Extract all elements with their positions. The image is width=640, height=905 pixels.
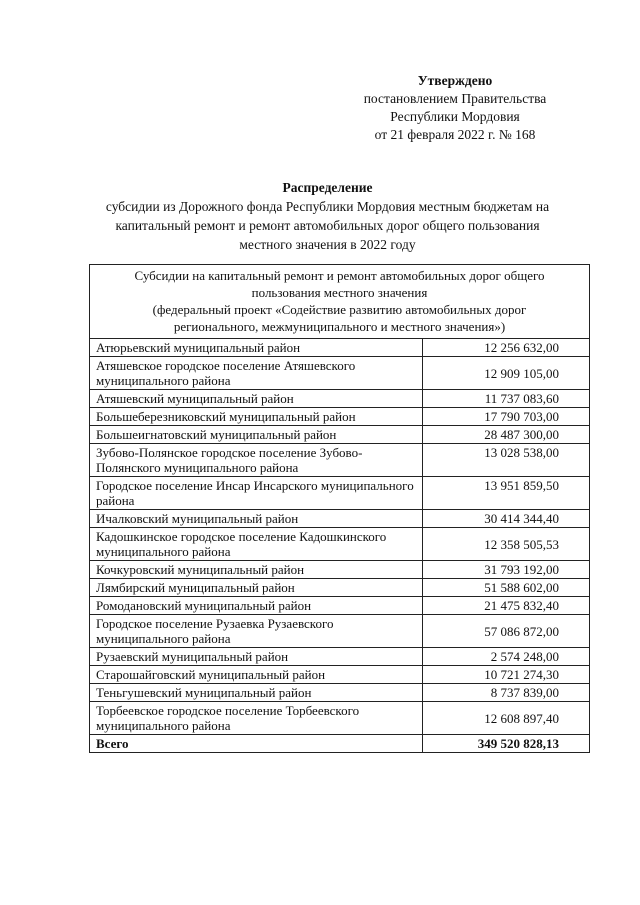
table-row: [90, 444, 590, 477]
title-line: капитальный ремонт и ремонт автомобильных дорог общего пользования: [115, 218, 540, 233]
table-row: [90, 510, 590, 528]
table-row: [90, 408, 590, 426]
title-heading: Распределение: [282, 180, 373, 195]
row-amount: 31 793 192,00: [423, 561, 590, 579]
row-amount: 12 358 505,53: [423, 528, 590, 561]
header-line: пользования местного значения: [251, 285, 428, 300]
table-header: [90, 265, 590, 339]
table-row: [90, 597, 590, 615]
title-line: субсидии из Дорожного фонда Республики Мордовия местным бюджетам на: [105, 199, 550, 214]
row-amount: 51 588 602,00: [423, 579, 590, 597]
approval-heading: Утверждено: [417, 73, 493, 88]
row-name: Большеигнатовский муниципальный район: [90, 426, 423, 444]
row-name: Старошайговский муниципальный район: [90, 666, 423, 684]
total-amount: 349 520 828,13: [423, 735, 590, 753]
table-row: [90, 357, 590, 390]
row-amount: 12 256 632,00: [423, 339, 590, 357]
row-name: Атяшевское городское поселение Атяшевского муниципального района: [90, 357, 423, 390]
row-name: Торбеевское городское поселение Торбеевского муниципального района: [90, 702, 423, 735]
row-name: Рузаевский муниципальный район: [90, 648, 423, 666]
header-line: (федеральный проект «Содействие развитию автомобильных дорог: [152, 302, 527, 317]
table-total-row: [90, 735, 590, 753]
row-name: Городское поселение Инсар Инсарского муниципального района: [90, 477, 423, 510]
table-row: [90, 579, 590, 597]
document-title: [70, 178, 585, 254]
row-amount: 57 086 872,00: [423, 615, 590, 648]
row-amount: 13 028 538,00: [423, 444, 590, 477]
row-name: Кадошкинское городское поселение Кадошкинского муниципального района: [90, 528, 423, 561]
approval-line: Республики Мордовия: [390, 109, 520, 124]
approval-block: [340, 72, 570, 144]
row-name: Кочкуровский муниципальный район: [90, 561, 423, 579]
header-line: регионального, межмуниципального и местного значения»): [173, 319, 506, 334]
row-amount: 17 790 703,00: [423, 408, 590, 426]
row-name: Ромодановский муниципальный район: [90, 597, 423, 615]
row-amount: 11 737 083,60: [423, 390, 590, 408]
title-line: местного значения в 2022 году: [239, 237, 416, 252]
row-amount: 12 909 105,00: [423, 357, 590, 390]
row-name: Городское поселение Рузаевка Рузаевского муниципального района: [90, 615, 423, 648]
row-name: Ичалковский муниципальный район: [90, 510, 423, 528]
row-amount: 2 574 248,00: [423, 648, 590, 666]
row-name: Зубово-Полянское городское поселение Зубово-Полянского муниципального района: [90, 444, 423, 477]
row-amount: 10 721 274,30: [423, 666, 590, 684]
table-row: [90, 648, 590, 666]
header-line: Субсидии на капитальный ремонт и ремонт автомобильных дорог общего: [134, 268, 545, 283]
table-row: [90, 702, 590, 735]
table-row: [90, 666, 590, 684]
table-row: [90, 615, 590, 648]
approval-line: от 21 февраля 2022 г. № 168: [374, 127, 536, 142]
total-label: Всего: [90, 735, 423, 753]
row-name: Атяшевский муниципальный район: [90, 390, 423, 408]
row-amount: 28 487 300,00: [423, 426, 590, 444]
row-amount: 21 475 832,40: [423, 597, 590, 615]
table-row: [90, 528, 590, 561]
row-name: Атюрьевский муниципальный район: [90, 339, 423, 357]
row-amount: 30 414 344,40: [423, 510, 590, 528]
row-name: Лямбирский муниципальный район: [90, 579, 423, 597]
table-header-row: [90, 265, 590, 339]
table-row: [90, 684, 590, 702]
row-amount: 12 608 897,40: [423, 702, 590, 735]
row-amount: 13 951 859,50: [423, 477, 590, 510]
table-row: [90, 426, 590, 444]
table-row: [90, 477, 590, 510]
table-row: [90, 339, 590, 357]
row-amount: 8 737 839,00: [423, 684, 590, 702]
approval-line: постановлением Правительства: [363, 91, 547, 106]
row-name: Большеберезниковский муниципальный район: [90, 408, 423, 426]
row-name: Теньгушевский муниципальный район: [90, 684, 423, 702]
table-row: [90, 390, 590, 408]
table-row: [90, 561, 590, 579]
distribution-table: [89, 264, 590, 753]
